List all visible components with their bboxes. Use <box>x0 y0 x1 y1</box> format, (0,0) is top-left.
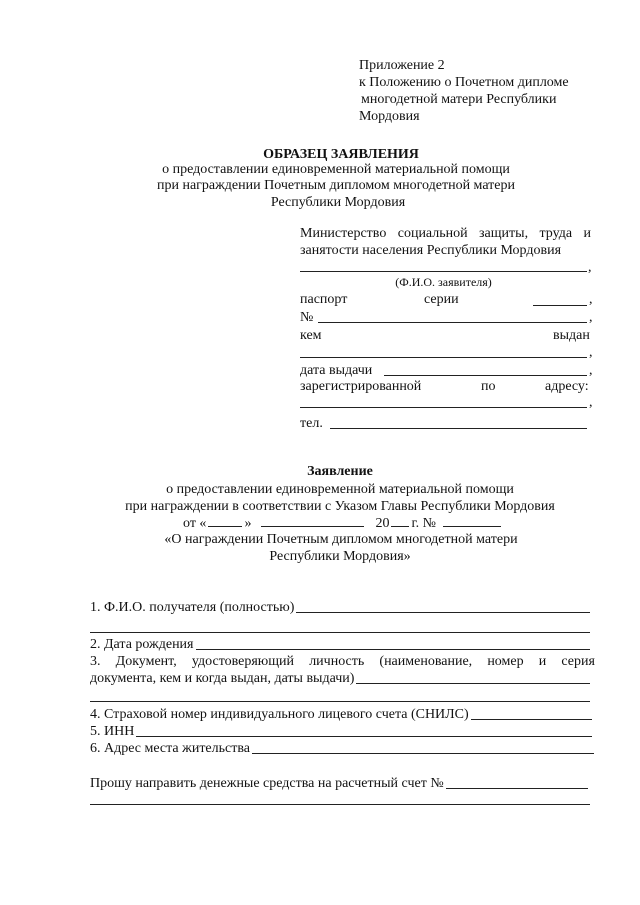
appendix-line-2: к Положению о Почетном дипломе <box>359 75 569 90</box>
sample-subtitle-1: о предоставлении единовременной материальной помощи <box>162 162 510 177</box>
field-inn-label: 5. ИНН <box>90 724 135 739</box>
series-label: серии <box>424 292 459 307</box>
sample-subtitle-2: при награждении Почетным дипломом многодетной матери <box>156 178 515 193</box>
number-label: № <box>300 310 314 325</box>
field-snils-label: 4. Страховой номер индивидуального лицевого счета (СНИЛС) <box>90 707 469 722</box>
decree-number-blank[interactable] <box>443 514 501 527</box>
field-document-word: и <box>538 654 547 669</box>
phone-label: тел. <box>300 416 323 431</box>
month-blank[interactable] <box>261 514 364 527</box>
field-birthdate <box>90 636 590 653</box>
year-prefix: 20 <box>375 516 390 531</box>
quote-close: » <box>244 516 252 531</box>
phone-blank[interactable] <box>330 428 587 429</box>
series-blank[interactable] <box>533 305 587 306</box>
day-blank[interactable] <box>208 514 242 527</box>
field-inn <box>90 723 592 740</box>
field-birthdate-label: 2. Дата рождения <box>90 637 194 652</box>
field-document-line-1 <box>90 653 595 670</box>
issued-label: выдан <box>553 328 590 343</box>
field-document-label-2: документа, кем и когда выдан, даты выдачи) <box>90 671 355 686</box>
field-address <box>90 740 594 757</box>
issue-date-label: дата выдачи <box>300 363 373 378</box>
registered-label: зарегистрированной <box>300 379 422 394</box>
appendix-line-3: многодетной матери Республики <box>361 92 557 107</box>
appendix-line-1: Приложение 2 <box>359 58 445 73</box>
comma: , <box>589 292 593 307</box>
ministry-word: Министерство <box>300 226 387 241</box>
year-blank[interactable] <box>391 514 409 527</box>
field-document-word: номер <box>487 654 524 669</box>
ministry-word: защиты, <box>479 226 529 241</box>
field-document-word: личность <box>309 654 365 669</box>
field-account-label: Прошу направить денежные средства на расчетный счет № <box>90 776 444 791</box>
statement-line-1: о предоставлении единовременной материальной помощи <box>166 482 514 497</box>
field-snils <box>90 706 592 723</box>
field-document-blank[interactable] <box>356 671 590 684</box>
field-inn-blank[interactable] <box>136 724 592 737</box>
comma: , <box>589 363 593 378</box>
fio-caption: (Ф.И.О. заявителя) <box>395 275 492 289</box>
field-document-word: (наименование, <box>379 654 473 669</box>
field-document-word: удостоверяющий <box>191 654 295 669</box>
field-fio <box>90 599 590 616</box>
field-document-word: 3. <box>90 654 101 669</box>
comma: , <box>589 310 593 325</box>
comma: , <box>588 260 592 275</box>
statement-line-2: при награждении в соответствии с Указом Главы Республики Мордовия <box>125 499 555 514</box>
decree-title-1: «О награждении Почетным дипломом многодетной матери <box>164 532 518 547</box>
field-fio-blank-2[interactable] <box>90 632 590 633</box>
field-address-label: 6. Адрес места жительства <box>90 741 250 756</box>
field-account-blank[interactable] <box>446 776 588 789</box>
by-label: по <box>481 379 496 394</box>
ministry-word: и <box>583 226 591 241</box>
from-label: от « <box>183 516 207 531</box>
ministry-word: социальной <box>397 226 468 241</box>
fio-blank[interactable] <box>300 271 587 272</box>
issue-date-blank[interactable] <box>384 375 587 376</box>
comma: , <box>589 395 593 410</box>
sample-subtitle-3: Республики Мордовия <box>270 195 406 210</box>
field-document-blank-2[interactable] <box>90 701 590 702</box>
ministry-line-2: занятости населения Республики Мордовия <box>300 243 562 258</box>
ministry-line-1 <box>300 225 591 242</box>
field-address-blank[interactable] <box>252 741 594 754</box>
year-suffix: г. № <box>411 516 436 531</box>
field-document-line-2 <box>90 670 590 687</box>
field-account <box>90 775 588 792</box>
comma: , <box>589 345 593 360</box>
field-birthdate-blank[interactable] <box>196 637 591 650</box>
field-fio-blank[interactable] <box>296 600 590 613</box>
address-label: адресу: <box>545 379 589 394</box>
issued-by-blank[interactable] <box>300 357 587 358</box>
address-blank[interactable] <box>300 407 587 408</box>
decree-title-2: Республики Мордовия» <box>269 549 411 564</box>
field-snils-blank[interactable] <box>471 707 592 720</box>
statement-title: Заявление <box>307 464 373 479</box>
who-label: кем <box>300 328 322 343</box>
field-document-word: Документ, <box>115 654 177 669</box>
appendix-line-4: Мордовия <box>359 109 420 124</box>
number-blank[interactable] <box>318 322 587 323</box>
passport-label: паспорт <box>300 292 348 307</box>
field-account-blank-2[interactable] <box>90 804 590 805</box>
ministry-word: труда <box>539 226 573 241</box>
field-fio-label: 1. Ф.И.О. получателя (полностью) <box>90 600 295 615</box>
decree-date-line <box>183 514 503 532</box>
field-document-word: серия <box>561 654 595 669</box>
sample-title: ОБРАЗЕЦ ЗАЯВЛЕНИЯ <box>263 147 419 162</box>
